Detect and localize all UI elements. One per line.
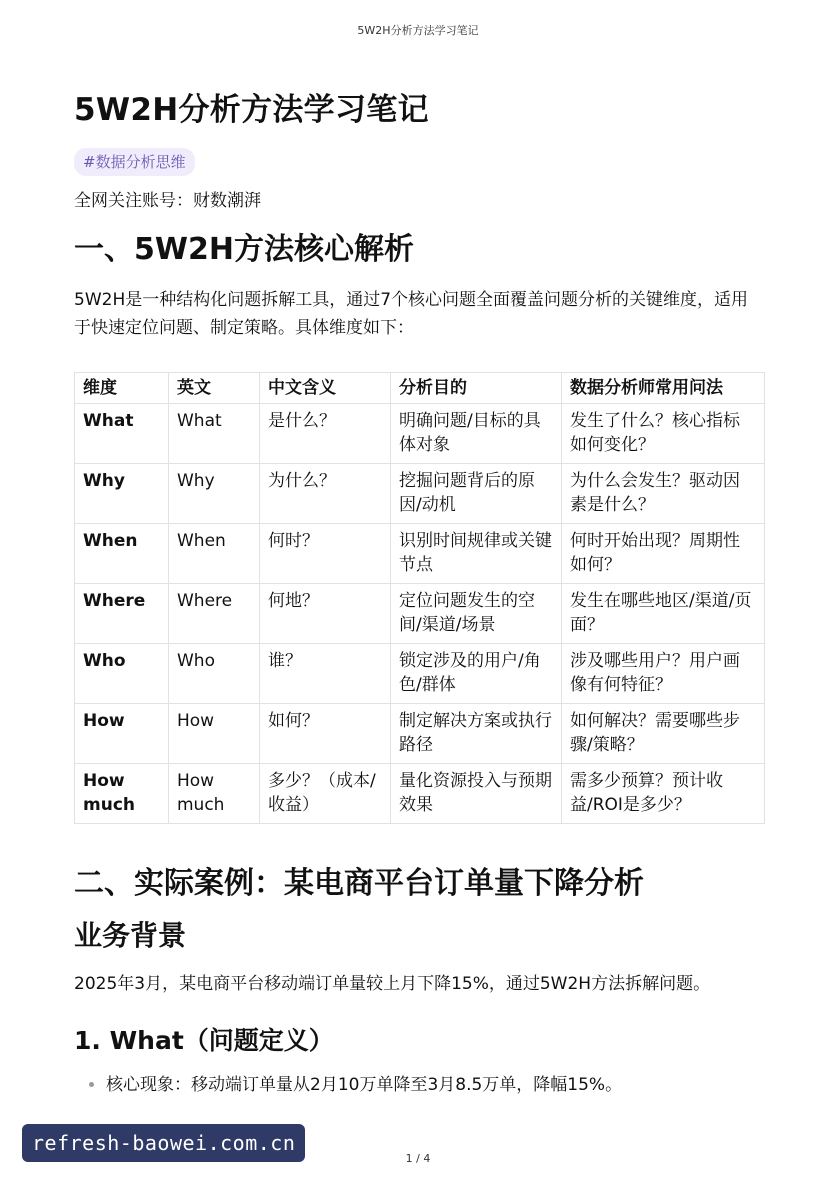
dimensions-table	[74, 372, 765, 824]
table-cell-purpose: 定位问题发生的空间/渠道/场景	[391, 584, 562, 644]
document-title: 5W2H分析方法学习笔记	[74, 92, 429, 128]
table-cell-meaning: 如何？	[260, 704, 391, 764]
table-cell-english: How much	[169, 764, 260, 824]
table-cell-question: 为什么会发生？驱动因素是什么？	[562, 464, 765, 524]
account-line: 全网关注账号：财数潮湃	[74, 191, 261, 211]
table-header-cell: 数据分析师常用问法	[562, 373, 765, 404]
what-bullet-list	[74, 1072, 764, 1098]
table-cell-purpose: 量化资源投入与预期效果	[391, 764, 562, 824]
table-cell-question: 需多少预算？预计收益/ROI是多少？	[562, 764, 765, 824]
business-background-text: 2025年3月，某电商平台移动端订单量较上月下降15%，通过5W2H方法拆解问题。	[74, 974, 711, 994]
running-header: 5W2H分析方法学习笔记	[357, 24, 479, 37]
table-row	[75, 524, 765, 584]
table-cell-dimension: Who	[75, 644, 169, 704]
table-cell-english: Why	[169, 464, 260, 524]
table-cell-dimension: How	[75, 704, 169, 764]
table-cell-meaning: 为什么？	[260, 464, 391, 524]
page-number: 1 / 4	[405, 1152, 431, 1165]
table-row	[75, 404, 765, 464]
table-cell-dimension: Why	[75, 464, 169, 524]
table-row	[75, 764, 765, 824]
table-cell-english: What	[169, 404, 260, 464]
table-cell-english: How	[169, 704, 260, 764]
table-header-cell: 英文	[169, 373, 260, 404]
table-header-cell: 中文含义	[260, 373, 391, 404]
table-cell-meaning: 何时？	[260, 524, 391, 584]
table-cell-dimension: How much	[75, 764, 169, 824]
topic-tag[interactable]: #数据分析思维	[74, 148, 195, 176]
document-body	[74, 88, 764, 1098]
table-cell-purpose: 锁定涉及的用户/角色/群体	[391, 644, 562, 704]
table-cell-meaning: 何地？	[260, 584, 391, 644]
table-cell-question: 何时开始出现？周期性如何？	[562, 524, 765, 584]
table-header-row	[75, 373, 765, 404]
table-row	[75, 464, 765, 524]
table-header-cell: 分析目的	[391, 373, 562, 404]
business-background-heading: 业务背景	[74, 919, 187, 952]
section1-intro: 5W2H是一种结构化问题拆解工具，通过7个核心问题全面覆盖问题分析的关键维度，适用于快速定位问题、制定策略。具体维度如下：	[74, 290, 749, 338]
table-header-cell: 维度	[75, 373, 169, 404]
table-cell-dimension: When	[75, 524, 169, 584]
table-cell-question: 发生在哪些地区/渠道/页面？	[562, 584, 765, 644]
list-item: • 核心现象：移动端订单量从2月10万单降至3月8.5万单，降幅15%。	[106, 1072, 764, 1098]
table-cell-meaning: 谁？	[260, 644, 391, 704]
table-cell-purpose: 挖掘问题背后的原因/动机	[391, 464, 562, 524]
table-cell-meaning: 是什么？	[260, 404, 391, 464]
table-cell-meaning: 多少？（成本/收益）	[260, 764, 391, 824]
table-row	[75, 704, 765, 764]
table-cell-question: 如何解决？需要哪些步骤/策略？	[562, 704, 765, 764]
table-cell-dimension: What	[75, 404, 169, 464]
table-cell-purpose: 明确问题/目标的具体对象	[391, 404, 562, 464]
table-cell-question: 发生了什么？核心指标如何变化？	[562, 404, 765, 464]
table-row	[75, 644, 765, 704]
table-cell-purpose: 识别时间规律或关键节点	[391, 524, 562, 584]
table-row	[75, 584, 765, 644]
section2-heading: 二、实际案例：某电商平台订单量下降分析	[74, 866, 644, 901]
site-watermark: refresh-baowei.com.cn	[22, 1124, 305, 1162]
what-heading: 1. What（问题定义）	[74, 1026, 334, 1055]
table-cell-question: 涉及哪些用户？用户画像有何特征？	[562, 644, 765, 704]
section1-heading: 一、5W2H方法核心解析	[74, 232, 414, 267]
table-cell-dimension: Where	[75, 584, 169, 644]
table-cell-english: When	[169, 524, 260, 584]
table-cell-english: Who	[169, 644, 260, 704]
table-cell-english: Where	[169, 584, 260, 644]
table-cell-purpose: 制定解决方案或执行路径	[391, 704, 562, 764]
